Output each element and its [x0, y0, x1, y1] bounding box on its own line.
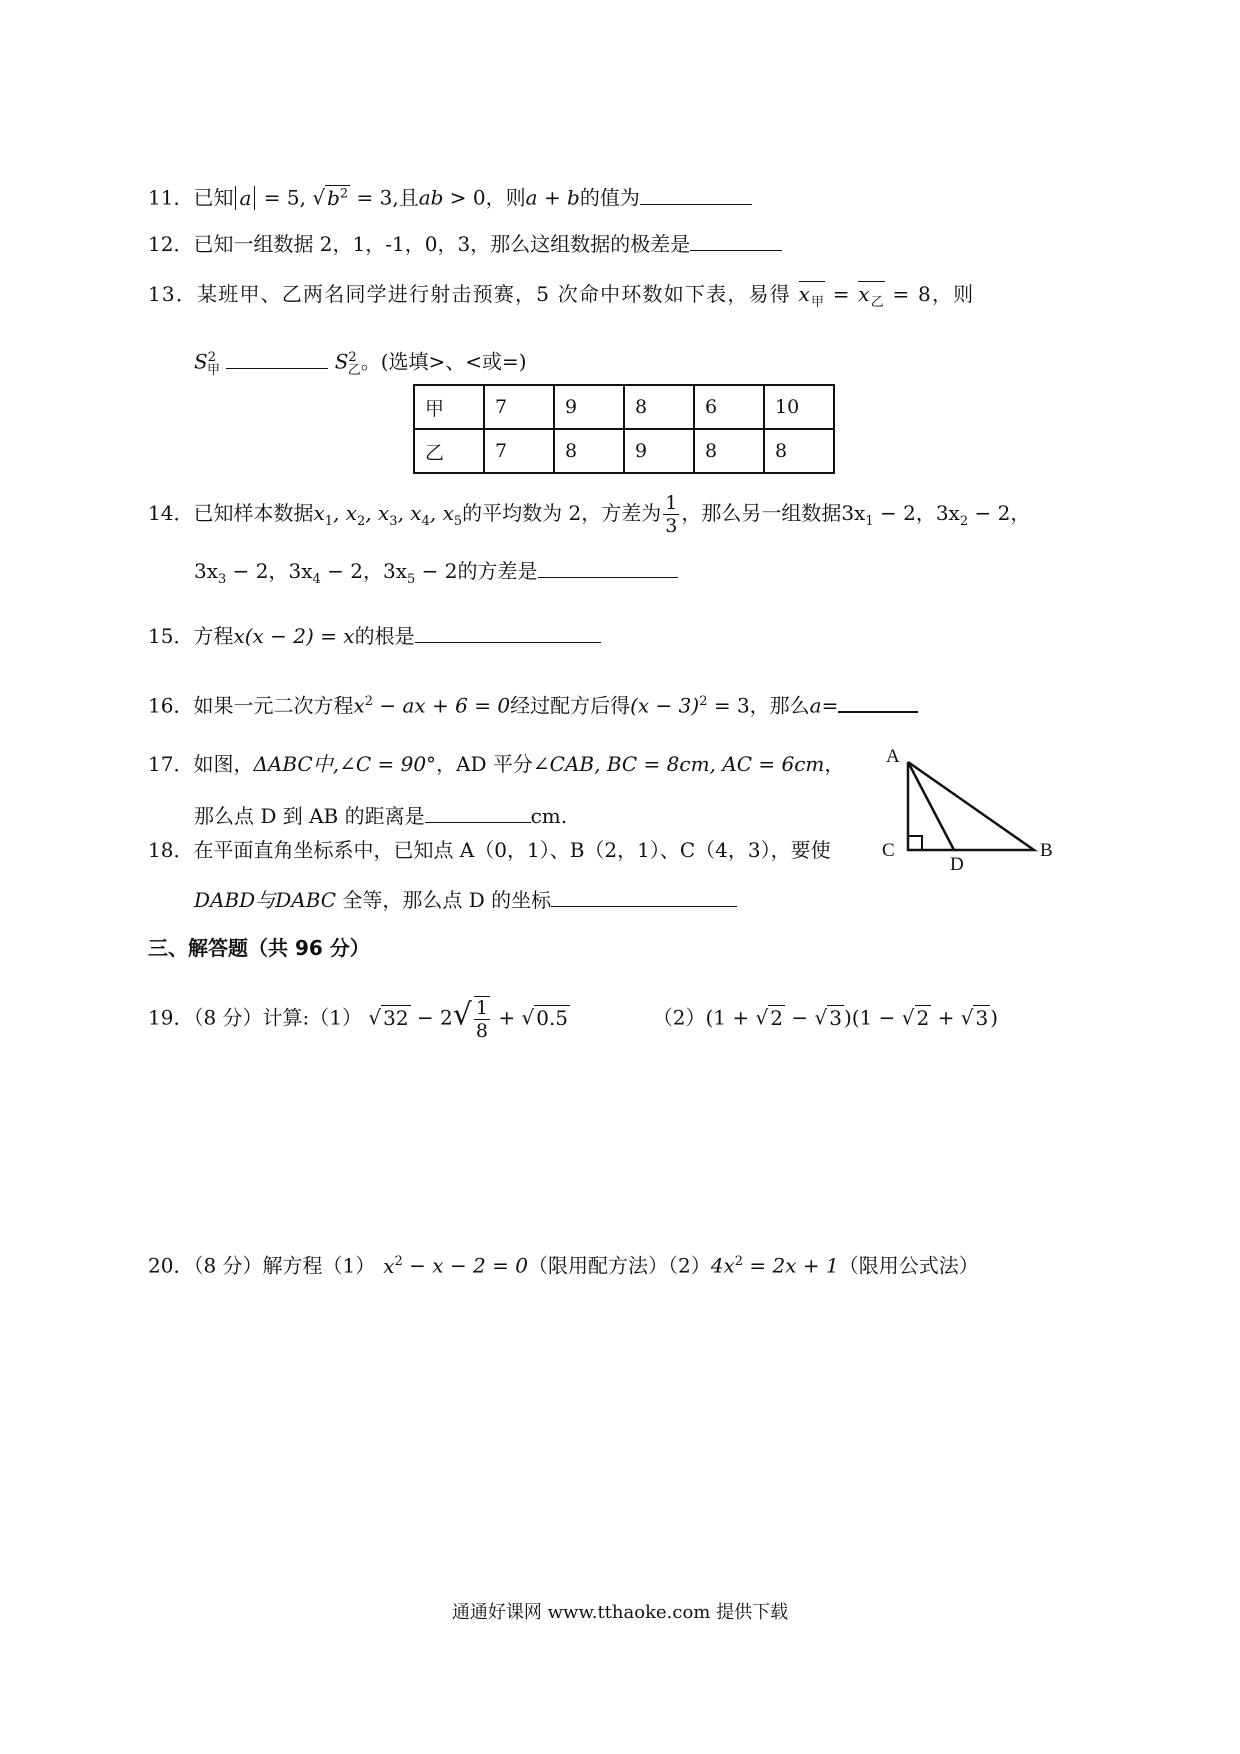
question-number: 19． [148, 1005, 194, 1030]
answer-blank[interactable] [838, 691, 918, 713]
table-row: 甲 7 9 8 6 10 [414, 385, 834, 429]
question-number: 20． [148, 1253, 194, 1278]
question-11: 11．已知 a = 5, √ $b^2 = 3$,且ab > 0，则a + b的值为 [148, 178, 752, 214]
answer-blank[interactable] [551, 886, 737, 907]
question-number: 13． [148, 282, 198, 306]
question-number: 12． [148, 232, 194, 256]
triangle-abc [908, 762, 1034, 850]
triangle-figure [870, 742, 1070, 870]
question-number: 16． [148, 693, 194, 718]
question-17: 17．如图，ΔABC中,∠C = 90°，AD 平分∠CAB, BC = 8cm, AC = 6cm， [148, 752, 845, 776]
question-number: 18． [148, 838, 194, 862]
question-12: 12．已知一组数据 2，1，-1，0，3，那么这组数据的极差是 [148, 228, 782, 260]
question-number: 15． [148, 624, 194, 648]
section-heading: 三、解答题（共 96 分） [148, 936, 370, 960]
absolute-value: a [235, 186, 255, 210]
question-14-line2: $3x_3 - 2$，$3x_4 - 2$，$3x_5 - 2$的方差是 [194, 555, 678, 596]
label-b: B [1040, 840, 1053, 861]
answer-blank[interactable] [425, 802, 531, 823]
mean-yi: $x_乙$ [858, 282, 885, 310]
question-18: 18．在平面直角坐标系中，已知点 A（0，1）、B（2，1）、C（4，3），要使 [148, 838, 831, 862]
question-14: 14．已知样本数据$x_1$, $x_2$, $x_3$, $x_4$, $x_5$的平均数为 2，方差为 $\frac{1}{3}$ ，那么另一组数据$3x_1 - 2$，$3x_2 - 2$， [148, 492, 1031, 537]
answer-blank[interactable] [415, 622, 601, 643]
question-13-line2: $S^2_甲$ $S^2_乙$。(选填>、<或=) [194, 349, 527, 378]
answer-blank[interactable] [640, 184, 752, 205]
label-d: D [950, 854, 964, 870]
question-13: 13．某班甲、乙两名同学进行射击预赛，5 次命中环数如下表，易得 $x_甲 = x_乙 = 8$，则 [148, 282, 975, 310]
fraction: $\frac{1}{3}$ [665, 492, 678, 537]
table-row: 乙 7 8 9 8 8 [414, 429, 834, 473]
right-angle-mark [908, 836, 922, 850]
question-17-line2: 那么点 D 到 AB 的距离是 cm. [194, 804, 568, 828]
label-a: A [886, 746, 900, 767]
answer-blank[interactable] [538, 557, 678, 578]
question-18-line2: DABD与DABC 全等，那么点 D 的坐标 [194, 884, 737, 916]
sqrt-sign: √ [312, 185, 326, 210]
fraction: $\frac{1}{8}$ [475, 997, 488, 1042]
question-number: 14． [148, 501, 194, 525]
question-16: 16．如果一元二次方程$x^2$ − ax + 6 = 0经过配方后得$(x - 3)^2 = 3$，那么a= [148, 686, 918, 722]
question-number: 11． [148, 185, 194, 210]
label-c: C [882, 840, 895, 861]
mean-jia: $x_甲$ [798, 282, 826, 310]
question-19: 19．（8 分）计算:（1） √ 32 − 2√ $\frac{1}{8}$ + √ 0.5 （2）(1 + √ 2 − √ 3 )(1 − √ 2 + √ 3 ) [148, 997, 999, 1042]
question-15: 15．方程x(x − 2) = x的根是 [148, 620, 601, 652]
answer-blank[interactable] [690, 230, 782, 251]
question-20: 20．（8 分）解方程（1） $x^2 - x - 2 = 0$（限用配方法）$(2)4x^2 = 2x + 1$（限用公式法） [148, 1253, 979, 1278]
question-number: 17． [148, 752, 194, 776]
page-footer: 通通好课网 www.tthaoke.com 提供下载 [451, 1602, 789, 1623]
score-table [413, 384, 835, 474]
answer-blank[interactable] [226, 348, 328, 369]
